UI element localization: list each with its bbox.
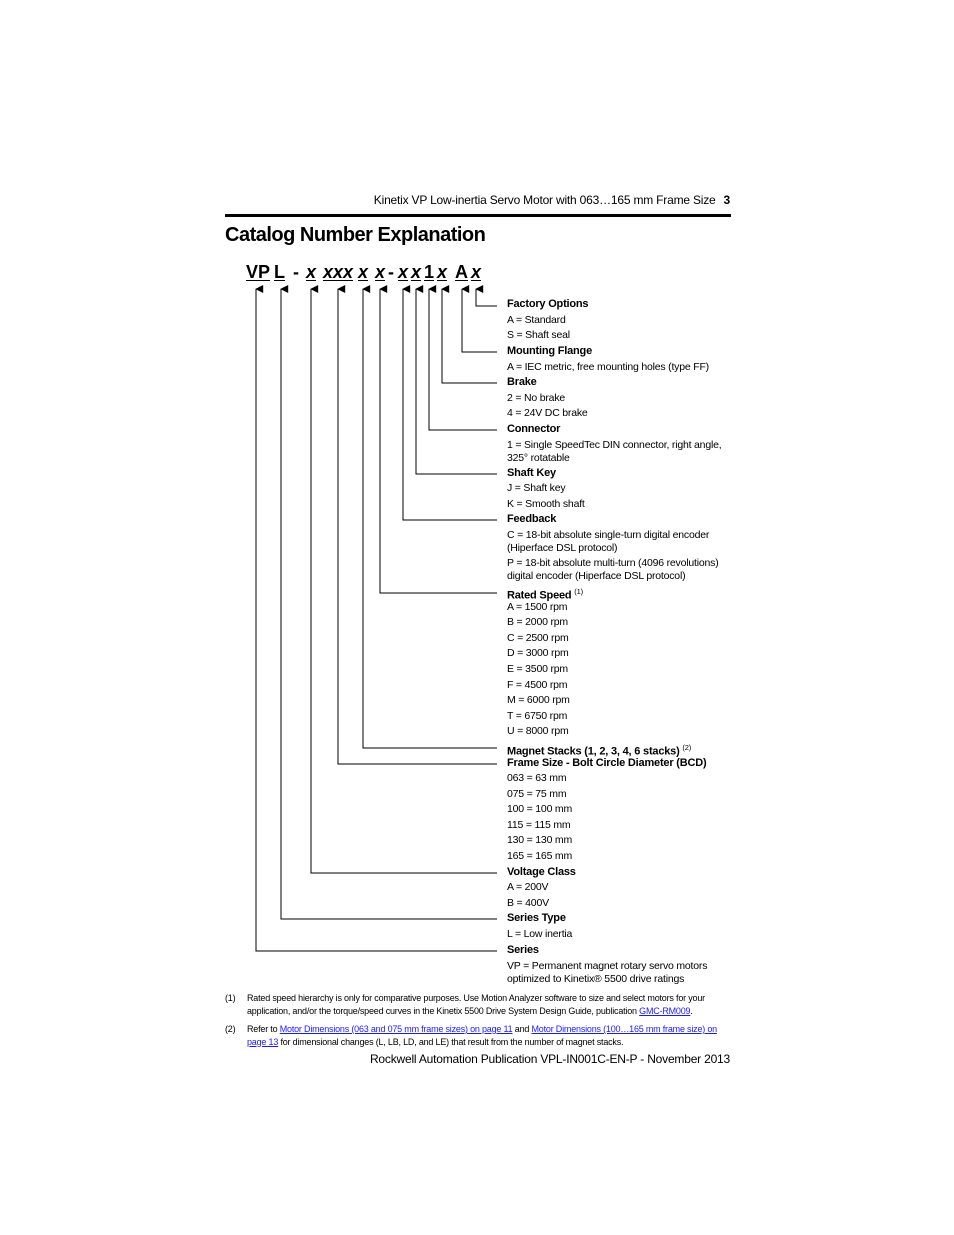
footnote-text-part: and <box>512 1024 532 1034</box>
option-item: E = 3500 rpm <box>507 663 568 675</box>
footnote-text-part: for dimensional changes (L, LB, LD, and LE) that result from the number of magnet stacks. <box>278 1036 624 1047</box>
option-item: C = 2500 rpm <box>507 632 569 644</box>
link-motor-dimensions-063-075[interactable]: Motor Dimensions (063 and 075 mm frame sizes) on page 11 <box>279 1024 513 1034</box>
option-item: J = Shaft key <box>507 482 566 494</box>
footnote-2 <box>225 1023 731 1049</box>
leader-magnet-stacks <box>363 289 497 748</box>
footnote-1 <box>225 992 731 1018</box>
footnote-ref: (2) <box>682 743 691 752</box>
label-brake: Brake <box>507 376 537 388</box>
label-magnet-stacks <box>507 741 691 759</box>
code-l: L <box>274 262 285 282</box>
leader-frame-size <box>338 289 497 764</box>
label-factory-options: Factory Options <box>507 298 589 310</box>
option-item: 4 = 24V DC brake <box>507 407 588 419</box>
link-gmc-rm009[interactable]: GMC-RM009 <box>639 1005 691 1016</box>
option-item: A = 1500 rpm <box>507 601 568 613</box>
leader-connector <box>429 289 497 430</box>
label-mounting-flange: Mounting Flange <box>507 345 592 357</box>
running-title: Kinetix VP Low-inertia Servo Motor with 063…165 mm Frame Size <box>373 193 716 207</box>
option-item: B = 2000 rpm <box>507 616 568 628</box>
footnote-number: (1) <box>225 993 236 1003</box>
option-item: L = Low inertia <box>507 928 573 940</box>
option-item: T = 6750 rpm <box>507 710 568 722</box>
option-item: M = 6000 rpm <box>507 694 570 706</box>
link-motor-dimensions-100-165[interactable]: Motor Dimensions (100…165 mm frame size) on page 13 <box>247 1024 717 1047</box>
option-item: B = 400V <box>507 897 549 909</box>
code-x-5: x <box>411 262 422 282</box>
label-connector: Connector <box>507 423 561 435</box>
option-item: 100 = 100 mm <box>507 803 573 815</box>
label-voltage-class: Voltage Class <box>507 866 576 878</box>
option-item: K = Smooth shaft <box>507 498 585 510</box>
code-x-7: x <box>471 262 482 282</box>
option-item: C = 18-bit absolute single-turn digital encoder (Hiperface DSL protocol) <box>507 529 710 554</box>
option-item: A = 200V <box>507 881 549 893</box>
code-x-2: x <box>358 262 369 282</box>
footnote-text <box>247 992 731 1017</box>
page-title: Catalog Number Explanation <box>225 224 486 246</box>
label-series: Series <box>507 944 539 956</box>
leader-factory-options <box>476 289 497 306</box>
footnote-text-part: Rated speed hierarchy is only for comparative purposes. Use Motion Analyzer software to size and select motors for your application, and/or the torque/speed curves in the Kinetix 5500 Drive System Design Guide, publication <box>247 993 705 1016</box>
page-number: 3 <box>723 193 730 207</box>
label-frame-size: Frame Size - Bolt Circle Diameter (BCD) <box>507 757 707 769</box>
option-item: 063 = 63 mm <box>507 772 567 784</box>
footnote-number: (2) <box>225 1024 236 1034</box>
leader-rated-speed <box>380 289 497 593</box>
code-xxx: xxx <box>323 262 354 282</box>
option-item: 165 = 165 mm <box>507 850 573 862</box>
option-item: 075 = 75 mm <box>507 788 567 800</box>
code-x-6: x <box>437 262 448 282</box>
label-shaft-key: Shaft Key <box>507 467 556 479</box>
code-dash-2: - <box>388 262 394 282</box>
leader-series <box>256 289 497 951</box>
label-rated-speed <box>507 585 583 603</box>
code-x-1: x <box>306 262 317 282</box>
code-x-4: x <box>398 262 409 282</box>
option-item: D = 3000 rpm <box>507 647 569 659</box>
option-item: S = Shaft seal <box>507 329 570 341</box>
leader-feedback <box>403 289 497 520</box>
label-text: Rated Speed <box>507 589 572 602</box>
label-feedback: Feedback <box>507 513 557 525</box>
leader-voltage-class <box>311 289 497 873</box>
option-item: 130 = 130 mm <box>507 834 573 846</box>
option-item: P = 18-bit absolute multi-turn (4096 revolutions) digital encoder (Hiperface DSL protocol) <box>507 557 719 582</box>
leader-shaft-key <box>416 289 497 474</box>
footnote-ref: (1) <box>574 587 583 596</box>
option-item: VP = Permanent magnet rotary servo motors optimized to Kinetix® 5500 drive ratings <box>507 960 708 985</box>
option-item: 1 = Single SpeedTec DIN connector, right angle, 325° rotatable <box>507 439 722 464</box>
option-item: 115 = 115 mm <box>507 819 571 831</box>
option-item: A = IEC metric, free mounting holes (type FF) <box>507 361 709 373</box>
option-item: A = Standard <box>507 314 566 326</box>
code-vp: VP <box>246 262 271 282</box>
option-item: F = 4500 rpm <box>507 679 568 691</box>
code-dash-1: - <box>293 262 299 282</box>
footnote-text-part: . <box>690 1005 693 1016</box>
footnote-text <box>247 1023 731 1048</box>
footnote-text-part: Refer to <box>247 1024 280 1034</box>
code-one: 1 <box>424 262 435 282</box>
leader-brake <box>442 289 497 383</box>
option-item: 2 = No brake <box>507 392 566 404</box>
code-a: A <box>455 262 468 282</box>
label-text: Magnet Stacks (1, 2, 3, 4, 6 stacks) <box>507 745 680 758</box>
leader-mounting-flange <box>462 289 497 352</box>
option-item: U = 8000 rpm <box>507 725 569 737</box>
code-x-3: x <box>375 262 386 282</box>
publication-footer: Rockwell Automation Publication VPL-IN001C-EN-P - November 2013 <box>369 1052 730 1066</box>
label-series-type: Series Type <box>507 912 566 924</box>
